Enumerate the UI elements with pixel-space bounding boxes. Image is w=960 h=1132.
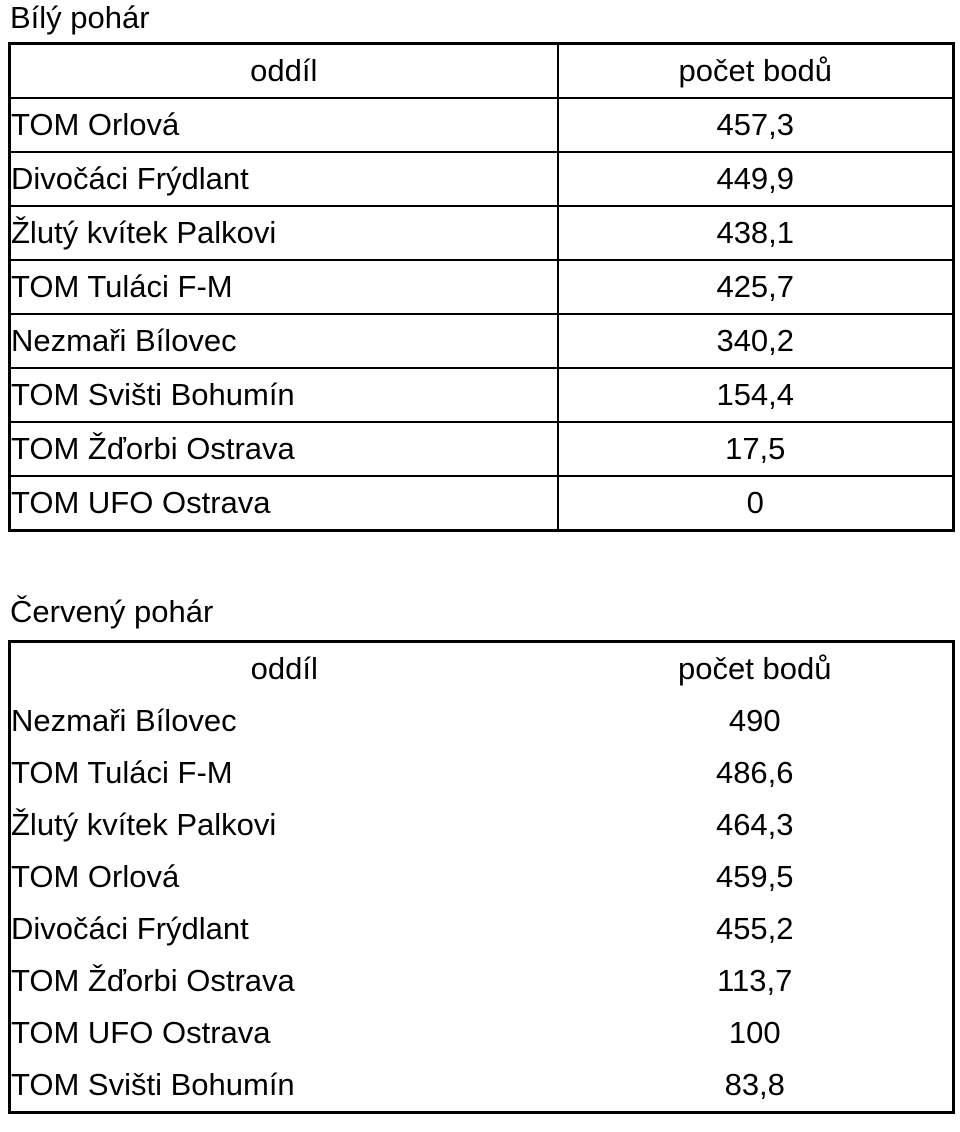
- table-row: [10, 314, 954, 368]
- team-points: 457,3: [558, 98, 954, 152]
- team-name: Nezmaři Bílovec: [11, 703, 237, 738]
- table-row: [10, 206, 954, 260]
- team-name: Žlutý kvítek Palkovi: [11, 807, 277, 842]
- white-cup-title: Bílý pohár: [10, 0, 150, 35]
- column-header-points: počet bodů: [558, 44, 954, 99]
- column-header-points: počet bodů: [678, 651, 832, 686]
- red-cup-table: [8, 640, 955, 1114]
- team-name: TOM Svišti Bohumín: [11, 1067, 295, 1102]
- table-row: [10, 152, 954, 206]
- team-name: Nezmaři Bílovec: [10, 314, 558, 368]
- table-row: [10, 851, 954, 903]
- team-points: 486,6: [715, 755, 794, 790]
- team-points: 83,8: [724, 1067, 785, 1102]
- team-points: 459,5: [715, 859, 794, 894]
- team-name: TOM Tuláci F-M: [11, 755, 233, 790]
- table-row: [10, 747, 954, 799]
- team-points: 17,5: [558, 422, 954, 476]
- table-row: [10, 368, 954, 422]
- team-points: 455,2: [715, 911, 794, 946]
- team-name: TOM Žďorbi Ostrava: [11, 963, 295, 998]
- team-name: TOM Svišti Bohumín: [10, 368, 558, 422]
- table-header-row: [10, 642, 954, 696]
- table-row: [10, 476, 954, 531]
- team-name: Divočáci Frýdlant: [11, 911, 249, 946]
- team-points: 154,4: [558, 368, 954, 422]
- team-points: 490: [728, 703, 781, 738]
- team-points: 449,9: [558, 152, 954, 206]
- team-points: 113,7: [717, 963, 793, 998]
- table-header-row: [10, 44, 954, 99]
- team-points: 340,2: [558, 314, 954, 368]
- team-name: Divočáci Frýdlant: [10, 152, 558, 206]
- team-points: 425,7: [558, 260, 954, 314]
- table-row: [10, 98, 954, 152]
- column-header-team: oddíl: [10, 44, 558, 99]
- team-name: TOM Tuláci F-M: [10, 260, 558, 314]
- table-row: [10, 1059, 954, 1113]
- team-points: 0: [558, 476, 954, 531]
- table-row: [10, 903, 954, 955]
- team-name: TOM Orlová: [10, 98, 558, 152]
- table-row: [10, 695, 954, 747]
- team-name: TOM Žďorbi Ostrava: [10, 422, 558, 476]
- table-row: [10, 1007, 954, 1059]
- column-header-team: oddíl: [250, 651, 318, 686]
- team-points: 100: [728, 1015, 781, 1050]
- team-name: TOM UFO Ostrava: [11, 1015, 271, 1050]
- white-cup-table: [8, 42, 955, 532]
- table-row: [10, 260, 954, 314]
- team-points: 464,3: [715, 807, 794, 842]
- team-name: Žlutý kvítek Palkovi: [10, 206, 558, 260]
- table-row: [10, 955, 954, 1007]
- red-cup-title: Červený pohár: [10, 594, 214, 629]
- table-row: [10, 422, 954, 476]
- team-name: TOM UFO Ostrava: [10, 476, 558, 531]
- team-points: 438,1: [558, 206, 954, 260]
- table-row: [10, 799, 954, 851]
- team-name: TOM Orlová: [11, 859, 180, 894]
